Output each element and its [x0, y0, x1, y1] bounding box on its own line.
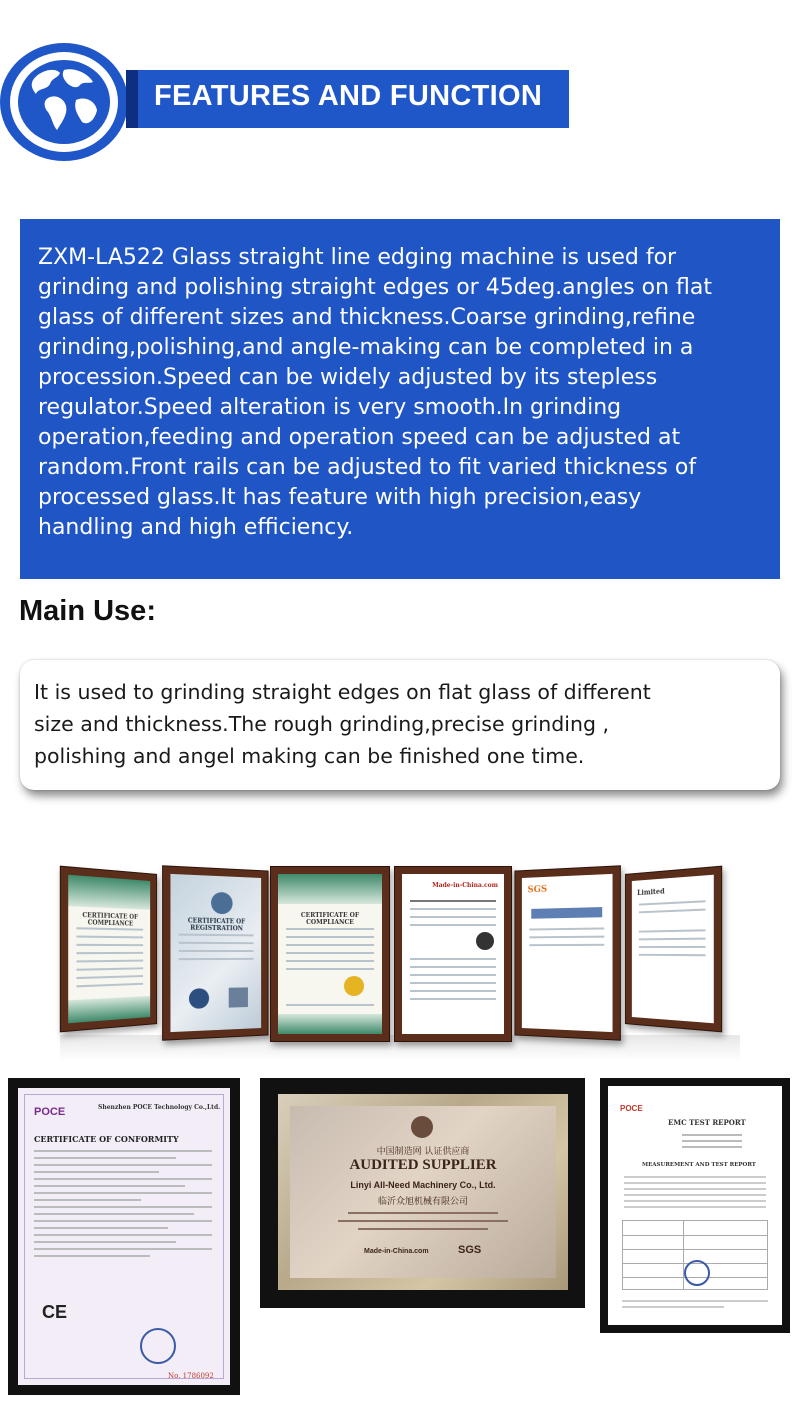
stamp-seal [684, 1260, 710, 1286]
description-line: handling and high efficiency. [38, 515, 354, 540]
audited-company-cn: 临沂众旭机械有限公司 [377, 1197, 468, 1207]
emc-report [608, 1086, 782, 1325]
certificate-banner [68, 875, 150, 910]
certificate-paper [402, 874, 504, 1034]
emc-subtitle: MEASUREMENT AND TEST REPORT [642, 1162, 756, 1168]
description-line: glass of different sizes and thickness.Coarse grinding,refine [38, 305, 696, 330]
sgs-logo: SGS [458, 1244, 482, 1256]
certificate-paper [170, 874, 261, 1032]
emc-title: EMC TEST REPORT [668, 1118, 746, 1127]
main-use-line: size and thickness.The rough grinding,precise grinding , [34, 712, 609, 736]
certificate-heading: CERTIFICATE OF REGISTRATION [187, 917, 246, 933]
certificate-paper [632, 875, 714, 1024]
certificate-heading: CERTIFICATE OF COMPLIANCE [82, 911, 138, 928]
audited-supplier-plaque [278, 1094, 568, 1290]
main-use-text [34, 676, 779, 772]
certificate-frame [394, 866, 512, 1042]
certificate-paper [68, 875, 150, 1024]
certificate-frame [60, 866, 157, 1033]
certificate-heading: CERTIFICATE OF COMPLIANCE [300, 912, 360, 926]
audited-logo [411, 1116, 433, 1138]
globe-icon [0, 40, 135, 165]
poce-logo: POCE [620, 1104, 643, 1113]
section-title: FEATURES AND FUNCTION [154, 80, 543, 112]
description-line: processed glass.It has feature with high precision,easy [38, 485, 642, 510]
certificate-paper [278, 874, 382, 1034]
certificate-heading: Made-in-China.com [432, 882, 498, 889]
audited-title: AUDITED SUPPLIER [349, 1157, 497, 1173]
certificate-heading: Limited [637, 886, 665, 897]
certificate-frame [162, 865, 268, 1040]
description-line: ZXM-LA522 Glass straight line edging machine is used for [38, 245, 677, 270]
ce-certificate-title: CERTIFICATE OF CONFORMITY [34, 1134, 179, 1144]
certificate-frame [625, 866, 722, 1033]
description-line: grinding,polishing,and angle-making can be completed in a [38, 335, 694, 360]
ce-company: Shenzhen POCE Technology Co.,Ltd. [98, 1104, 221, 1111]
ce-certificate [18, 1088, 230, 1385]
certificate-paper [522, 874, 613, 1032]
certificate-frame [270, 866, 390, 1042]
description-line: procession.Speed can be widely adjusted by its stepless [38, 365, 658, 390]
main-use-line: polishing and angel making can be finished one time. [34, 744, 585, 768]
ce-mark: CE [42, 1302, 68, 1322]
stamp-seal [140, 1328, 176, 1364]
certificate-frame [514, 865, 620, 1040]
description-text [38, 243, 778, 543]
description-line: regulator.Speed alteration is very smooth.In grinding [38, 395, 622, 420]
audited-company: Linyi All-Need Machinery Co., Ltd. [350, 1180, 496, 1190]
description-line: operation,feeding and operation speed can be adjusted at [38, 425, 681, 450]
description-line: random.Front rails can be adjusted to fit varied thickness of [38, 455, 697, 480]
audited-chinese-title: 中国制造网 认证供应商 [376, 1147, 470, 1157]
certificate-serial: No. 1786092 [168, 1372, 214, 1380]
made-in-china-logo: Made-in-China.com [364, 1248, 429, 1255]
main-use-title: Main Use: [19, 595, 156, 627]
certificate-heading: SGS [527, 884, 548, 896]
description-line: grinding and polishing straight edges or 45deg.angles on flat [38, 275, 713, 300]
poce-logo: POCE [34, 1106, 66, 1118]
main-use-line: It is used to grinding straight edges on flat glass of different [34, 680, 651, 704]
